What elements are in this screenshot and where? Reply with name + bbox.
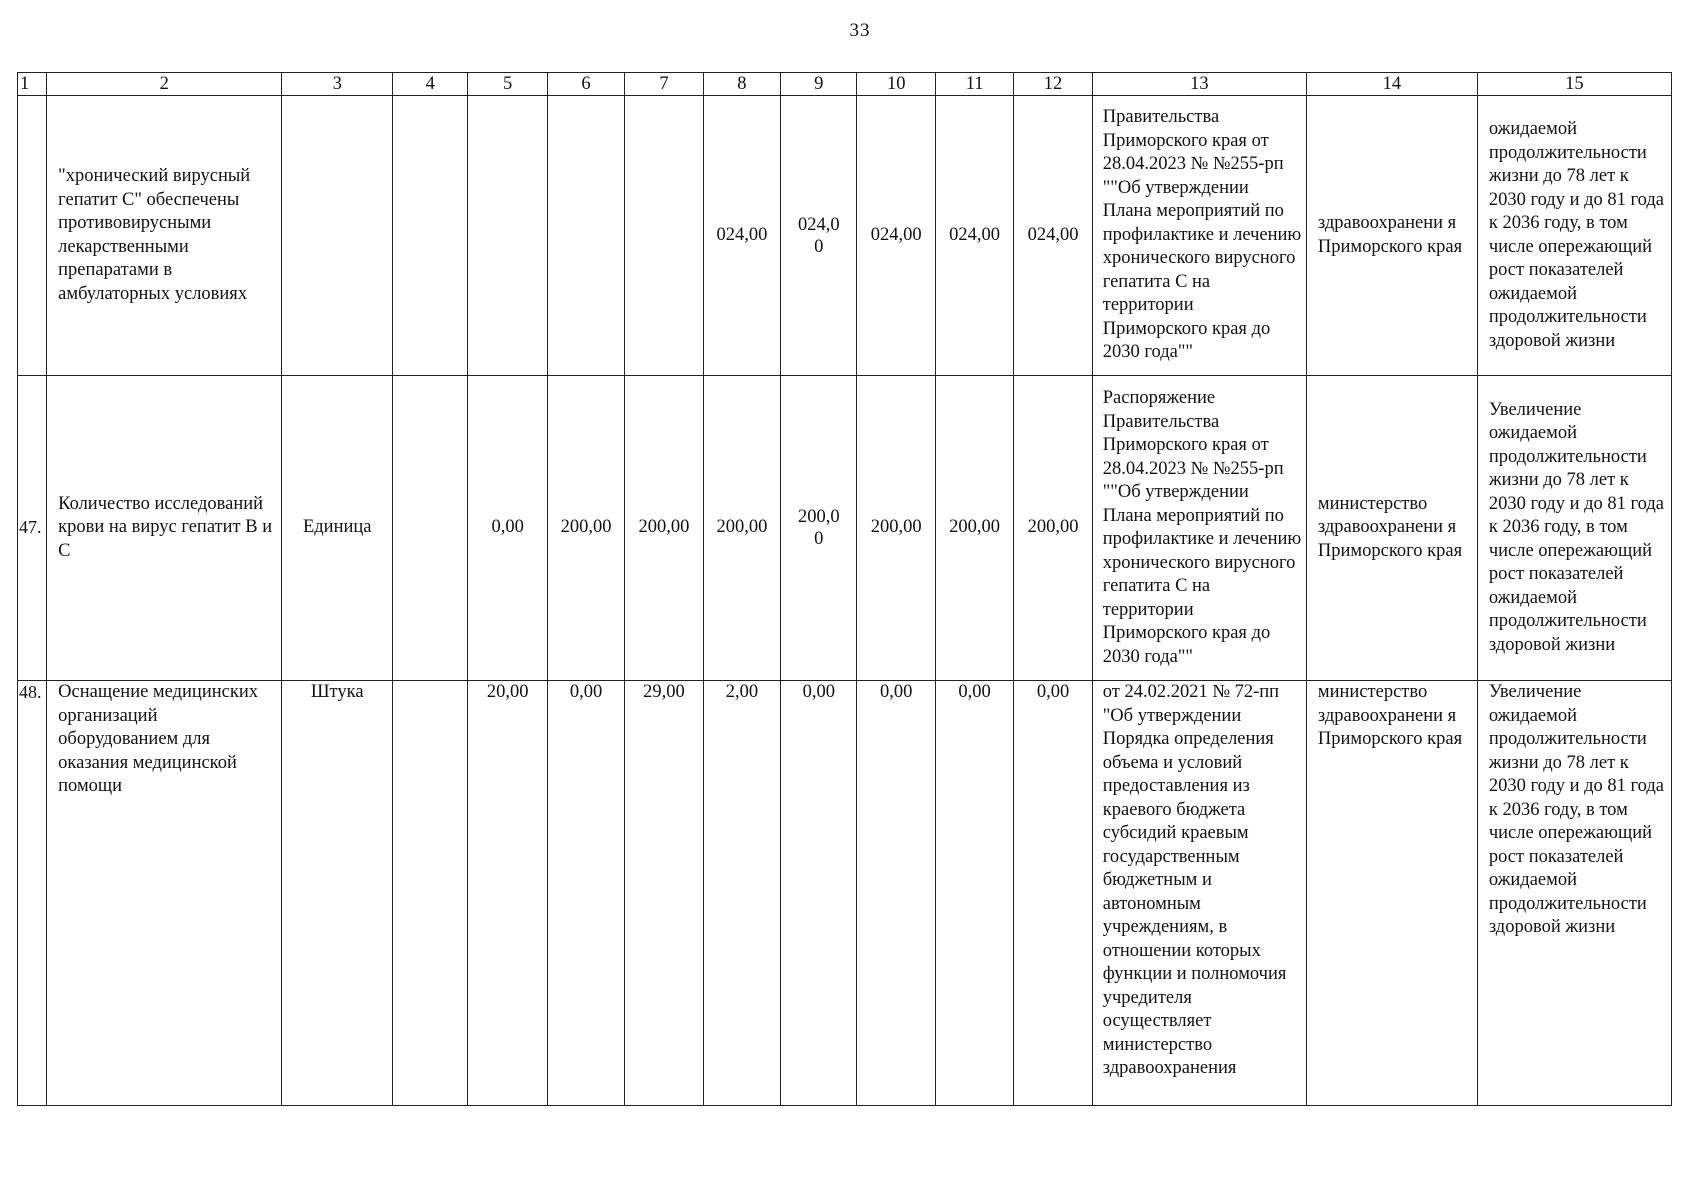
- column-header: 9: [781, 73, 857, 96]
- value-cell: 024,00: [857, 96, 935, 376]
- value-cell: 20,00: [468, 681, 547, 1106]
- value-cell: [625, 96, 703, 376]
- legal-basis: от 24.02.2021 № 72-пп "Об утверждении Порядка определения объема и условий предоставления из краевого бюджета субсидий краевым государственным бюджетным и автономным учреждениям, в отношении которых функции и полномочия учредителя осуществляет министерство здравоохранения: [1092, 681, 1306, 1106]
- value-cell: [393, 96, 468, 376]
- value-cell: 200,00: [625, 376, 703, 681]
- unit-cell: Штука: [282, 681, 393, 1106]
- value-cell: 0,00: [468, 376, 547, 681]
- legal-basis: Распоряжение Правительства Приморского края от 28.04.2023 № №255-рп ""Об утверждении Плана мероприятий по профилактике и лечению хронического вирусного гепатита С на территории Приморского края до 2030 года"": [1092, 376, 1306, 681]
- column-header: 12: [1014, 73, 1092, 96]
- column-header: 6: [547, 73, 624, 96]
- column-header: 5: [468, 73, 547, 96]
- value-cell: 0,00: [547, 681, 624, 1106]
- value-cell: 0,00: [935, 681, 1013, 1106]
- value-cell: 200,00: [935, 376, 1013, 681]
- unit-cell: Единица: [282, 376, 393, 681]
- column-header: 3: [282, 73, 393, 96]
- responsible-body: здравоохранени я Приморского края: [1306, 96, 1477, 376]
- column-header: 7: [625, 73, 703, 96]
- value-cell: 29,00: [625, 681, 703, 1106]
- indicator-name: Оснащение медицинских организаций оборудованием для оказания медицинской помощи: [47, 681, 282, 1106]
- value-cell: 200,00: [1014, 376, 1092, 681]
- row-number: 47.: [18, 376, 47, 681]
- unit-cell: [282, 96, 393, 376]
- column-header: 15: [1477, 73, 1671, 96]
- column-header: 4: [393, 73, 468, 96]
- responsible-body: министерство здравоохранени я Приморского края: [1306, 681, 1477, 1106]
- value-cell: 0,00: [857, 681, 935, 1106]
- row-number: 48.: [18, 681, 47, 1106]
- column-header: 14: [1306, 73, 1477, 96]
- column-header: 2: [47, 73, 282, 96]
- table-row: [18, 376, 1672, 681]
- value-cell: 200,00: [703, 376, 780, 681]
- row-number: [18, 96, 47, 376]
- value-cell: 0,00: [1014, 681, 1092, 1106]
- value-cell: [393, 376, 468, 681]
- column-header: 1: [18, 73, 47, 96]
- value-cell: 200,0 0: [781, 376, 857, 681]
- value-cell: 200,00: [547, 376, 624, 681]
- indicator-name: Количество исследований крови на вирус гепатит В и С: [47, 376, 282, 681]
- value-cell: 024,0 0: [781, 96, 857, 376]
- column-header: 13: [1092, 73, 1306, 96]
- column-header: 11: [935, 73, 1013, 96]
- value-cell: 0,00: [781, 681, 857, 1106]
- table-row: [18, 96, 1672, 376]
- legal-basis: Правительства Приморского края от 28.04.2023 № №255-рп ""Об утверждении Плана мероприятий по профилактике и лечению хронического вирусного гепатита С на территории Приморского края до 2030 года"": [1092, 96, 1306, 376]
- value-cell: 024,00: [703, 96, 780, 376]
- value-cell: [468, 96, 547, 376]
- value-cell: 024,00: [935, 96, 1013, 376]
- goal-link: ожидаемой продолжительности жизни до 78 лет к 2030 году и до 81 года к 2036 году, в том числе опережающий рост показателей ожидаемой продолжительности здоровой жизни: [1477, 96, 1671, 376]
- value-cell: [547, 96, 624, 376]
- indicators-table: [17, 72, 1672, 1106]
- indicator-name: "хронический вирусный гепатит С" обеспечены противовирусными лекарственными препаратами в амбулаторных условиях: [47, 96, 282, 376]
- column-header: 8: [703, 73, 780, 96]
- value-cell: 200,00: [857, 376, 935, 681]
- goal-link: Увеличение ожидаемой продолжительности жизни до 78 лет к 2030 году и до 81 года к 2036 году, в том числе опережающий рост показателей ожидаемой продолжительности здоровой жизни: [1477, 681, 1671, 1106]
- column-number-row: [18, 73, 1672, 96]
- value-cell: [393, 681, 468, 1106]
- table-row: [18, 681, 1672, 1106]
- goal-link: Увеличение ожидаемой продолжительности жизни до 78 лет к 2030 году и до 81 года к 2036 году, в том числе опережающий рост показателей ожидаемой продолжительности здоровой жизни: [1477, 376, 1671, 681]
- page-number: 33: [849, 20, 871, 41]
- value-cell: 2,00: [703, 681, 780, 1106]
- column-header: 10: [857, 73, 935, 96]
- responsible-body: министерство здравоохранени я Приморского края: [1306, 376, 1477, 681]
- value-cell: 024,00: [1014, 96, 1092, 376]
